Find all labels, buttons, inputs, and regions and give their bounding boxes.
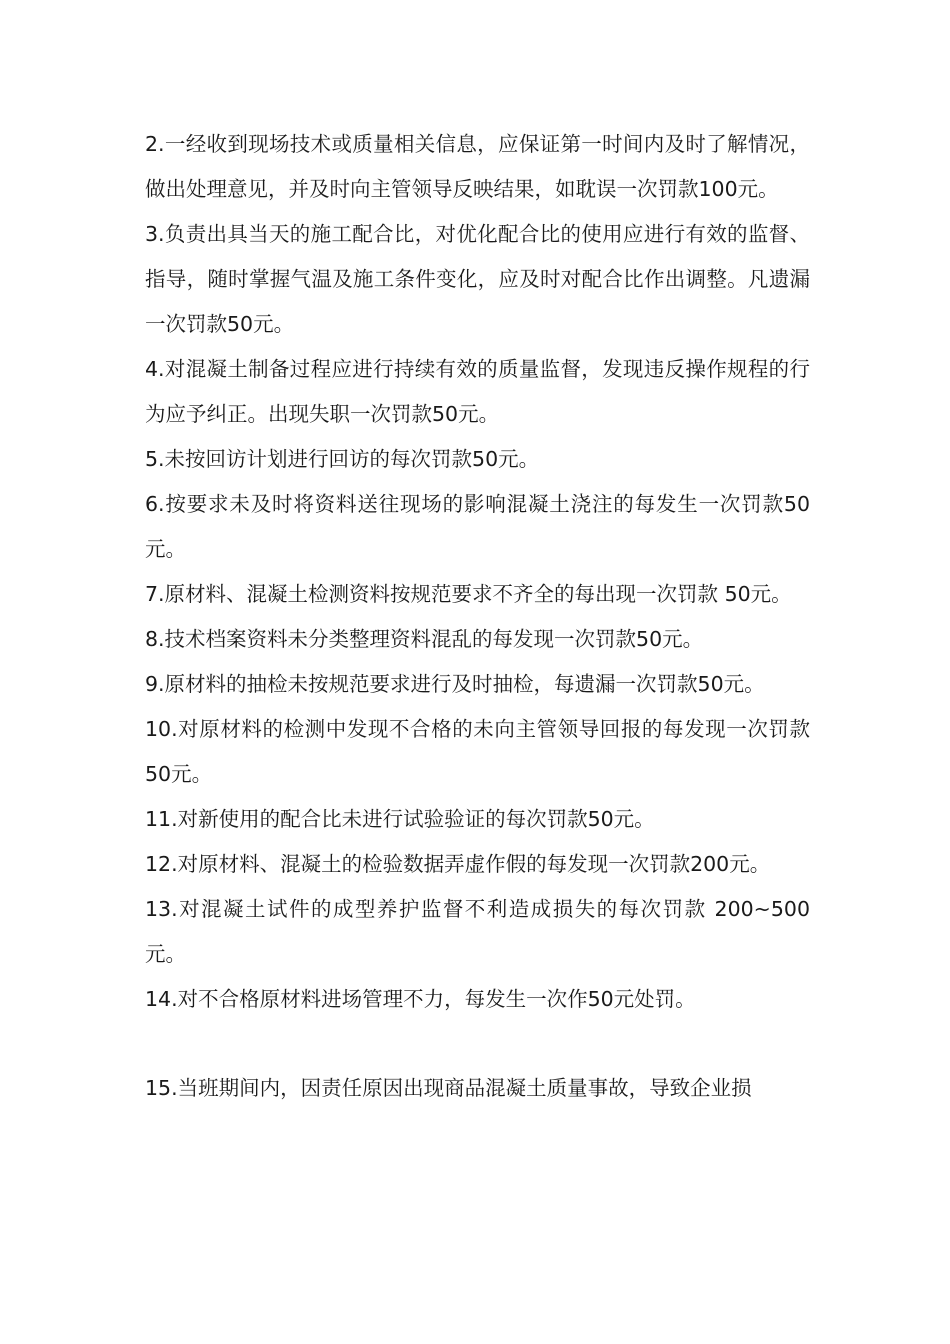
paragraph-item-7: 7.原材料、混凝土检测资料按规范要求不齐全的每出现一次罚款 50元。 (145, 582, 792, 606)
paragraph-item-12: 12.对原材料、混凝土的检验数据弄虚作假的每发现一次罚款200元。 (145, 852, 771, 876)
paragraph-item-9: 9.原材料的抽检未按规范要求进行及时抽检，每遗漏一次罚款50元。 (145, 672, 765, 696)
paragraph-spacer (145, 1022, 810, 1066)
paragraph-item-5: 5.未按回访计划进行回访的每次罚款50元。 (145, 447, 540, 471)
document-body (145, 122, 810, 1111)
paragraph-item-8: 8.技术档案资料未分类整理资料混乱的每发现一次罚款50元。 (145, 627, 704, 651)
paragraph-item-2: 2.一经收到现场技术或质量相关信息，应保证第一时间内及时了解情况，做出处理意见，并及时向主管领导反映结果，如耽误一次罚款100元。 (145, 132, 810, 201)
paragraph-item-6: 6.按要求未及时将资料送往现场的影响混凝土浇注的每发生一次罚款50元。 (145, 492, 810, 561)
paragraph-item-11: 11.对新使用的配合比未进行试验验证的每次罚款50元。 (145, 807, 655, 831)
paragraph-item-14: 14.对不合格原材料进场管理不力，每发生一次作50元处罚。 (145, 987, 696, 1011)
paragraph-item-13: 13.对混凝土试件的成型养护监督不利造成损失的每次罚款 200~500元。 (145, 897, 810, 966)
paragraph-item-15: 15.当班期间内，因责任原因出现商品混凝土质量事故，导致企业损 (145, 1076, 752, 1100)
paragraph-item-3: 3.负责出具当天的施工配合比，对优化配合比的使用应进行有效的监督、指导，随时掌握气温及施工条件变化，应及时对配合比作出调整。凡遗漏一次罚款50元。 (145, 222, 810, 336)
paragraph-item-10: 10.对原材料的检测中发现不合格的未向主管领导回报的每发现一次罚款50元。 (145, 717, 810, 786)
paragraph-item-4: 4.对混凝土制备过程应进行持续有效的质量监督，发现违反操作规程的行为应予纠正。出现失职一次罚款50元。 (145, 357, 810, 426)
